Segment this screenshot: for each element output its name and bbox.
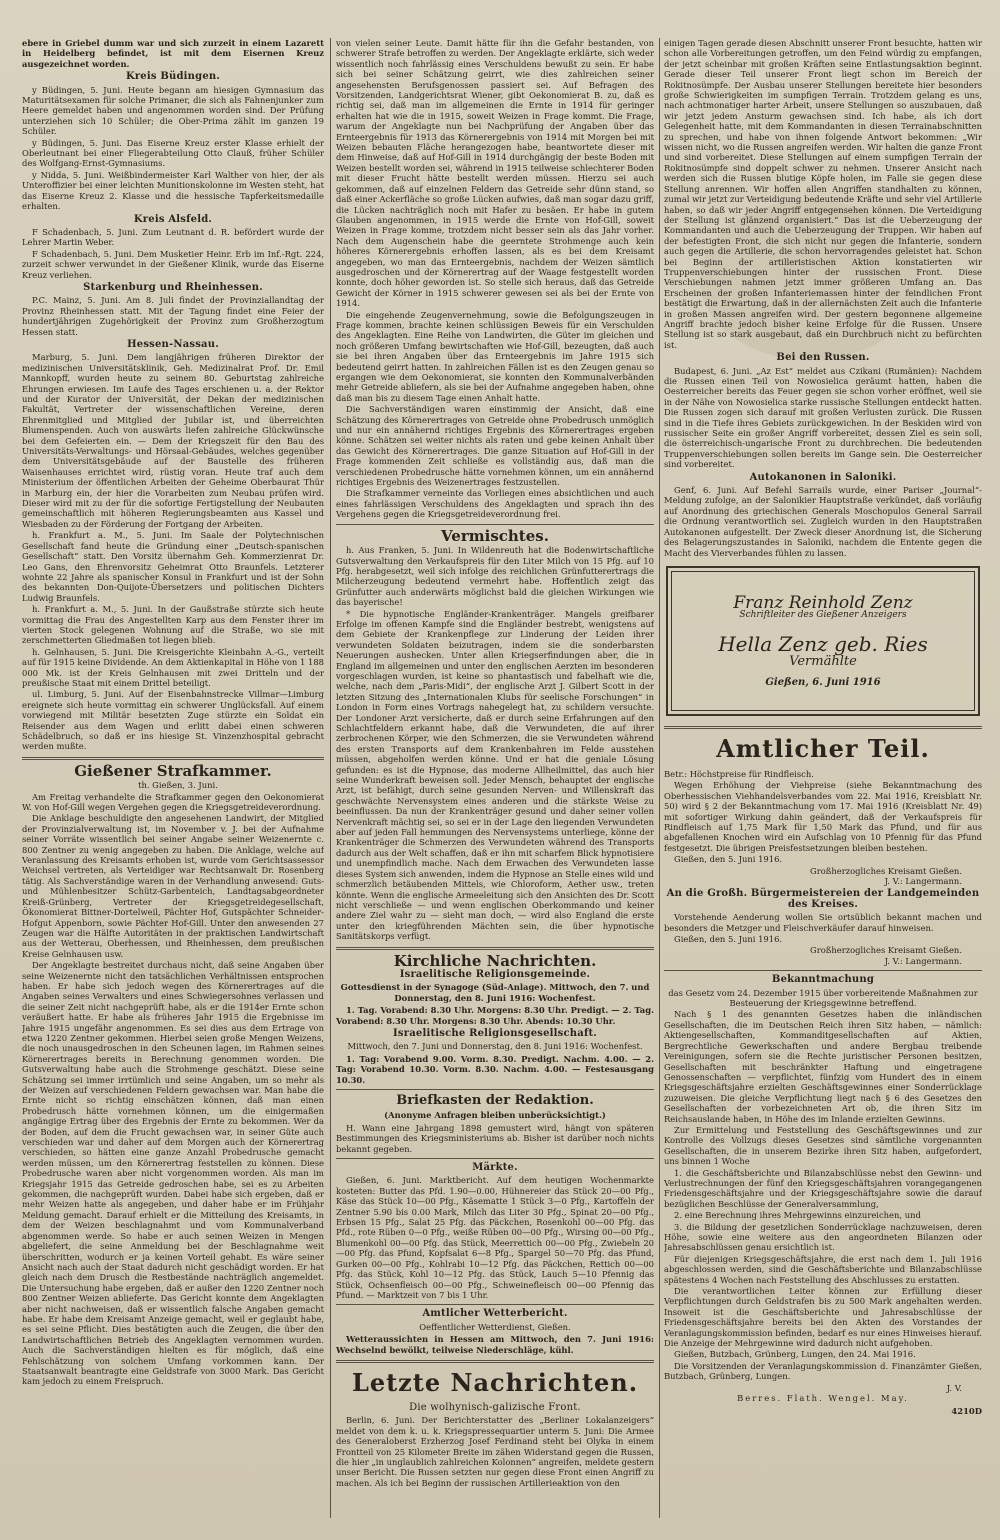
briefkasten-note: (Anonyme Anfragen bleiben unberücksichtigt.) [384, 1110, 606, 1121]
weather-subline: Oeffentlicher Wetterdienst, Gießen. [419, 1321, 571, 1332]
notice-date: Gießen, den 5. Juni 1916. [674, 854, 783, 865]
notice-subject: Betr.: Höchstpreise für Rindfleisch. [664, 768, 814, 779]
article-paragraph: Am Freitag verhandelte die Strafkammer gegen den Oekonomierat W. von Hof-Gill wegen Vergehen gegen die Kriegsgetreideverordnung. [22, 791, 324, 813]
section-divider [336, 1158, 654, 1159]
list-item: 1. die Geschäftsberichte und Bilanzabschlüsse nebst den Gewinn- und Verlustrechnungen der fünf den Kriegsgeschäftsjahren vorangegangenen Friedensgeschäftsjahre und der Kriegsgeschäftsjahre sowie die darauf bezüglichen Beschlüsse der Generalversammlung, [664, 1167, 982, 1209]
article-paragraph: Zur Ermittelung und Feststellung des Geschäftsgewinnes und zur Kontrolle des Vollzugs dieses Gesetzes sind sämtliche vorgenannten Gesellschaften, die in unserem Bezirke ihren Sitz haben, aufgefordert, uns binnen 1 Woche [664, 1124, 982, 1167]
heading-letzte-nachrichten: Letzte Nachrichten. [351, 1367, 639, 1397]
wedding-announcement-inner [671, 571, 975, 711]
heading-isr-gemeinde: Israelitische Religionsgemeinde. [399, 968, 591, 980]
list-item: 3. die Bildung der gesetzlichen Sonderrücklage nachzuweisen, deren Höhe, sowie eine weitere aus den angeordneten Bilanzen oder Jahresabschlüssen genau ersichtlich ist. [664, 1221, 982, 1253]
weather-report: Wetteraussichten in Hessen am Mittwoch, den 7. Juni 1916: Wechselnd bewölkt, teilweise Niederschläge, kühl. [336, 1334, 654, 1355]
heading-kreis-alsfeld: Kreis Alsfeld. [133, 213, 213, 225]
heading-autokanonen: Autokanonen in Saloniki. [749, 471, 897, 483]
article-paragraph: ul. Limburg, 5. Juni. Auf der Eisenbahnstrecke Villmar—Limburg ereignete sich heute vormittag ein schwerer Unglücksfall. Auf einem vorwiegend mit Militär besetzten Zuge stürzte ein Soldat ein Reisender aus dem Wagen und erlitt dabei einen schweren Schädelbruch, so daß er ins hiesige St. Vinzenzhospital gebracht werden mußte. [22, 689, 324, 752]
groom-title: Schriftleiter des Gießener Anzeigers [739, 610, 907, 621]
article-paragraph: Die Sachverständigen waren einstimmig der Ansicht, daß eine Schätzung des Körnerertrages von Getreide ohne Probedrusch unmöglich und nur ein annähernd richtiges Ergebnis des Körnerertrages ergeben könne. Schätzen sei weiter nichts als raten und gebe keinen Anhalt über das Gewicht des Körnerertrages. Die ganze Situation auf Hof-Gill in der Frage kommenden Zeit schließe es vollständig aus, daß man die verschiedenen Probedrusche hätte vornehmen können, um ein annähernd richtiges Ergebnis des Weizenertrages festzustellen. [336, 404, 654, 488]
section-divider [664, 970, 982, 971]
article-paragraph: Budapest, 6. Juni. „Az Est“ meldet aus Czikani (Rumänien): Nachdem die Russen einen Teil von Nowosielica geräumt hatten, haben die Oesterreicher bereits das Feuer gegen sie schon vorher eröffnet, weil sie in der Nähe von Nowosielica starke russische Stellungen entdeckt hatten. Die Russen zogen sich darauf mit großen Verlusten zurück. Die Russen sind in die Tiefe ihres Gebiets zurückgewichen. In der Beskiden wird von russischer Seite ein großer Angriff vorbereitet, dessen Ziel es sein soll, die österreichisch-ungarische Front zu durchbrechen. Die bedeutenden Truppenverschiebungen sollen bereits im Gange sein. Die Oesterreicher sind vorbereitet. [664, 365, 982, 470]
article-paragraph: H. Wann eine Jahrgang 1898 gemustert wird, hängt von späteren Bestimmungen des Kriegsministeriums ab. Bisher ist darüber noch nichts bekannt gegeben. [336, 1122, 654, 1154]
article-paragraph: Der Angeklagte bestreitet durchaus nicht, daß seine Angaben über seine Weizenernte nicht den tatsächlichen Verhältnissen entsprochen haben. Er habe sich jedoch wegen des Körnerertrages auf die Angaben seines Verwalters und eines Schwiegersohnes verlassen und die seiner Zeit nicht nachgeprüft habe, als er die 1914er Ernte schon veräußert hatte. Er habe als früheres Jahr 1915 die Ergebnisse im Jahre 1915 ungefähr angenommen. Es sei dies aus dem Ertrage von etwa 1220 Zentner gekommen. Hierbei seien große Mengen Weizens, die noch unausgedroschen in den Scheunen lagen, im Rahmen seines Körnerertrages bereits in Berechnung genommen worden. Die Gutsverwaltung habe auch die Strohmenge geschätzt. Diese seine Schätzung sei immer irrtümlich und seine Angaben, um so mehr als der Weizen auf verschiedenen Feldern gewachsen war. Man habe die Ernte nicht so richtig einschätzen können, daß man einen Probedrusch hätte vornehmen können, um die einigermaßen angängige Ertrag über des Ergebnis der Ernte zu bekommen. Wer da der Boden, auf dem die Frucht gewachsen war, in seiner Güte auch verschieden war und daher auf dem Morgen auch der Körnerertrag verschieden, so hätten eine ganze Anzahl Probedrusche gemacht werden müssen, um den Körnerertrag feststellen zu können. Diese Probedrusche waren aber nicht vorgenommen worden. Als man im Kriegsjahr 1915 das Getreide gedroschen habe, sei es zu Arbeiten gekommen, die nachgeprüft wurden. Dabei habe sich ergeben, daß er mehr Weizen hatte als angegeben, und daher habe er im Frühjahr Meldung gemacht. Darauf erhielt er die Mitteilung des Kreisamts, in dem der Weizen beschlagnahmt und vom Kommunalverband abgenommen werde. So habe er auch seinen Weizen in Mengen abgeliefert, die seine Anmeldung bei der Beschlagnahme weit überschritten, wodurch er ja keinen Vorteil gehabt. Es wäre seiner Ansicht nach auch der Staat dadurch nicht geschädigt worden. Er hat gleich nach dem Drusch die Restbestände nachträglich angemeldet. Die Untersuchung habe ergeben, daß er außer den 1220 Zentner noch 800 Zentner Weizen ablieferte. Das Gericht konnte dem Angeklagten aber nicht nachweisen, daß er wissentlich falsche Angaben gemacht habe. Er habe dem Kreisamt Anzeige gemacht, weil er geglaubt habe, es sei seine Pflicht. Dies bestätigten auch die Zeugen, die über den Landwirtschaftlichen Betrieb des Angeklagten vernommen wurden. Auch die Sachverständigen hielten es für möglich, daß eine Fehlschätzung von solchem Umfang vorkommen kann. Der Staatsanwalt beantragte eine Geldstrafe von 3000 Mark. Das Gericht kam jedoch zu einem Freispruch. [22, 960, 324, 1387]
section-divider [22, 757, 324, 760]
article-paragraph: Vorstehende Aenderung wollen Sie ortsüblich bekannt machen und besonders die Metzger und Fleischverkäufer darauf hinweisen. [664, 912, 982, 933]
article-paragraph: F Schadenbach, 5. Juni. Dem Musketier Heinr. Erb im Inf.-Rgt. 224, zurzeit schwer verwundet in der Gießener Klinik, wurde das Eiserne Kreuz verliehen. [22, 248, 324, 280]
heading-wetterbericht: Amtlicher Wetterbericht. [422, 1308, 568, 1320]
article-paragraph: Die eingehende Zeugenvernehmung, sowie die Befolgungszeugen in Frage kommen, brachte keinen schlüssigen Beweis für ein Verschulden des Angeklagten. Eine Reihe von Landwirten, die Güter im gleichen und noch größeren Umfang bewirtschaften wie Hof-Gill, bezeugten, daß auch sie bei ihren Angaben über das Ernteergebnis im Jahre 1915 sich bedeutend geirrt hatten. In zahlreichen Fällen ist es den Zeugen genau so ergangen wie dem Oekonomierat, sie konnten den Kommunalverbänden mehr Getreide abliefern, als sie bei der Aufnahme angegeben haben, ohne daß man bis zu diesem Tage einen Anhalt hatte. [336, 309, 654, 403]
notice-subject: das Gesetz vom 24. Dezember 1915 über vorbereitende Maßnahmen zur Besteuerung der Kriegsgewinne betreffend. [668, 987, 978, 1009]
service-times: 1. Tag: Vorabend 9.00. Vorm. 8.30. Predigt. Nachm. 4.00. — 2. Tag: Vorabend 10.30. Vorm. 8.30. Nachm. 4.00. — Festesausgang 10.30. [336, 1053, 654, 1085]
service-subline: Gottesdienst in der Synagoge (Süd-Anlage). Mittwoch, den 7. und Donnerstag, den 8. Juni 1916: Wochenfest. [340, 982, 650, 1003]
notice-authority: Großherzogliches Kreisamt Gießen. [810, 945, 962, 956]
article-paragraph: Berlin, 6. Juni. Der Berichterstatter des „Berliner Lokalanzeigers“ meldet von dem k. u. k. Kriegspressequartier unterm 5. Juni: Die Armee des Generaloberst Erzherzog Josef Ferdinand steht bei Olyka in einem Frontteil von 25 Kilometer Breite im zähen Widerstand gegen die Russen, die hier „in unglaublich zahlreichen Kolonnen“ angreifen, meldete gestern unser Bericht. Die Russen setzten nur gegen diese Front einen Angriff zu machen. Als ich bei Beginn der russischen Artillerieaktion von den [336, 1415, 654, 1488]
notice-authority: Die Vorsitzenden der Veranlagungskommission d. Finanzämter Gießen, Butzbach, Grünberg, Lungen. [664, 1360, 982, 1382]
notice-signatories: Berres. Flath. Wengel. May. [737, 1393, 909, 1404]
heading-starkenburg: Starkenburg und Rheinhessen. [83, 281, 263, 293]
section-divider [336, 947, 654, 950]
bride-name: Hella Zenz geb. Ries [718, 631, 928, 656]
heading-amtlicher-teil: Amtlicher Teil. [716, 733, 930, 763]
heading-kreis-buedingen: Kreis Büdingen. [125, 71, 221, 83]
notice-signature: J. V.: Langermann. [884, 955, 962, 966]
article-paragraph: y Büdingen, 5. Juni. Das Eiserne Kreuz erster Klasse erhielt der Oberleutnant bei einer Fliegerabteilung Otto Clauß, früher Schüler des Wolfgang-Ernst-Gymnasiums. [22, 137, 324, 169]
groom-name: Franz Reinhold Zenz [733, 592, 913, 613]
article-paragraph: einigen Tagen gerade diesen Abschnitt unserer Front besuchte, hatten wir schon alle Vorbereitungen getroffen, um den Feind würdig zu empfangen, der jetzt scheinbar mit großen Kräften seine Entlastungsaktion beginnt. Gerade dieser Teil unserer Front liegt schon im Bereich der Rokitnosümpfe. Der Ausbau unserer Stellungen bereitete hier besonders große Schwierigkeiten im sumpfigen Terrain. Trotzdem gelang es uns, nach achtmonatiger harter Arbeit, unsere Stellungen so auszubauen, daß wir jetzt jedem Ansturm gewachsen sind. Ich habe, als ich dort Gelegenheit hatte, mit dem Kommandanten in diesen Terrainabschnitten zu sprechen, und habe von ihnen folgende Antwort bekommen: „Wir wissen nicht, wo die Russen angreifen werden. Wir halten die ganze Front und sind vorbereitet. Diese Stellungen auf einem sumpfigen Terrain der Rokitnosümpfe sind doppelt schwer zu nehmen. Unserer Ansicht nach werden sich die Russen blutige Köpfe holen, im Falle sie gegen diese Stellung anrennen. Wir hoffen allen Angriffen standhalten zu können, zumal wir jetzt zur Verteidigung bedeutende Kräfte und sehr viel Artillerie haben, so daß wir jeder Angriff entgegensehen können. Die Verteidigung der Stellung ist glänzend organisiert.“ Das ist die Ueberzeugung der Kommandanten und auch die Ueberzeugung der Truppen. Wir haben auf der befestigten Front, die sich nicht nur gegen die Infanterie, sondern auch gegen die Artillerie, die schon hervorragendes geleistet hat. Schon bei Beginn der artilleristischen Aktion konstatierten wir Truppenverschiebungen hinter der russischen Front. Diese Verschiebungen nahmen jetzt immer größeren Umfang an. Das Erscheinen der großen Infanteriemassen hinter der feindlichen Front bestätigt die Erwartung, daß in der allernächsten Zeit auch die Infanterie in großen Massen angreifen wird. Der gestern begonnene allgemeine Angriff brachte jedoch bisher keine Erfolge für die Russen. Unsere Stellung ist so stark ausgebaut, daß ein Durchbruch nicht zu befürchten ist. [664, 38, 982, 350]
notice-authority: Großherzogliches Kreisamt Gießen. [810, 865, 962, 876]
notice-date: Gießen, den 5. Juni 1916. [674, 934, 783, 945]
market-report: Gießen, 6. Juni. Marktbericht. Auf dem heutigen Wochenmarkte kosteten: Butter das Pfd. 1.90—0.00, Hühnereier das Stück 20—00 Pfg., Käse das Stück 10—00 Pfg., Käsematte 1 Stück 3—0 Pfg., Kartoffeln der Zentner 5.90 bis 0.00 Mark, Milch das Liter 30 Pfg., Spinat 20—00 Pfg., Erbsen 15 Pfg., Salat 25 Pfg. das Päckchen, Rosenkohl 00—00 Pfg. das Pfd., rote Rüben 0—0 Pfg., weiße Rüben 00—00 Pfg., Wirsing 00—00 Pfg., Blumenkohl 00—00 Pfg. das Stück, Meerrettich 00—00 Pfg., Zwiebeln 20—00 Pfg. das Pfund, Kopfsalat 6—8 Pfg., Spargel 50—70 Pfg. das Pfund, Gurken 00—00 Pfg., Kohlrabi 10—12 Pfg. das Päckchen, Rettich 00—00 Pfg. das Stück, Kohl 10—12 Pfg. das Stück, Lauch 5—10 Pfennig das Stück, Ochsenfleisch 00—00 Pfg., Schweinefleisch 00—00 Pfennig das Pfund. — Marktzeit von 7 bis 1 Uhr. [336, 1175, 654, 1300]
wedding-announcement [666, 566, 980, 716]
section-divider [336, 1360, 654, 1363]
article-paragraph: P.C. Mainz, 5. Juni. Am 8. Juli findet der Provinziallandtag der Provinz Rheinhessen statt. Mit der Tagung findet eine Feier der hundertjährigen Zugehörigkeit der Provinz zum Großherzogtum Hessen statt. [22, 295, 324, 337]
section-divider [336, 524, 654, 525]
article-paragraph: Die Anklage beschuldigte den angesehenen Landwirt, der Mitglied der Provinzialverwaltung ist, im November v. J. bei der Aufnahme seiner Vorräte wissentlich bei seiner Angabe seiner Weizenernte c. 800 Zentner zu wenig angegeben zu haben. Die Anklage, welche auf Veranlassung des Kreisamts erhoben ist, wurde vom Gerichtsassessor Weichsel vertreten, als Verteidiger war Rechtsanwalt Dr. Rosenberg tätig. Als Sachverständige waren in der Verhandlung anwesend: Guts- und Mühlenbesitzer Schütz-Garbenteich, Landtagsabgeordneter Kreiß-Grünberg, Vertreter der Kriegsgetreidegesellschaft, Ökonomierat Bittner-Dortelweil, Pächter Hof, Gutspächter Schneider-Hofgut Appenborn, sowie Pächter Hof-Gill. Unter den anwesenden 27 Zeugen war die Hälfte Autoritäten in der praktischen Landwirtschaft aus der Wetterau, Oberhessen, und Rheinhessen, dem preußischen Kreise Gelnhausen usw. [22, 813, 324, 959]
column-rule [330, 38, 331, 1518]
heading-hessen-nassau: Hessen-Nassau. [127, 338, 219, 350]
heading-maerkte: Märkte. [472, 1162, 518, 1174]
article-paragraph: Genf, 6. Juni. Auf Befehl Sarrails wurde, einer Pariser „Journal“-Meldung zufolge, an der Salonikier Hauptstraße verkündet, daß vorläufig auf Anordnung des griechischen Generals Moschopulos General Sarrail die Ordnung verantwortlich sei. Zugleich wurden in den Hauptstraßen Autokanonen aufgestellt. Der Zweck dieser Anordnung ist, die Sicherung des Belagerungszustandes in Saloniki, nachdem die Entente gegen die Macht des Vierverbandes fühlen zu lassen. [664, 485, 982, 558]
heading-front: Die wolhynisch-galizische Front. [409, 1401, 581, 1413]
article-paragraph: F Schadenbach, 5. Juni. Zum Leutnant d. R. befördert wurde der Lehrer Martin Weber. [22, 226, 324, 248]
article-paragraph: y Büdingen, 5. Juni. Heute begann am hiesigen Gymnasium das Maturitätsexamen für solche Primaner, die sich als Fahnenjunker zum Heere gemeldet haben und angenommen worden sind. Der Prüfung unterziehen sich 10 Schüler; die Ober-Prima zählt im ganzen 19 Schüler. [22, 84, 324, 137]
announcement-date: Gießen, 6. Juni 1916 [765, 676, 881, 688]
heading-buergermeistereien: An die Großh. Bürgermeistereien der Landgemeinden des Kreises. [666, 888, 980, 910]
column-rule [659, 38, 660, 1518]
column-3 [664, 38, 982, 1518]
article-paragraph: y Nidda, 5. Juni. Weißbindermeister Karl Walther von hier, der als Unteroffizier bei einer leichten Munitionskolonne im Westen steht, hat das Eiserne Kreuz 2. Klasse und die hessische Tapferkeitsmedaille erhalten. [22, 169, 324, 212]
article-paragraph: Nach § 1 des genannten Gesetzes haben die inländischen Gesellschaften, die im Deutschen Reich ihren Sitz haben, — nämlich: Aktiengesellschaften, Kommanditgesellschaften auf Aktien, Bergrechtliche Gewerkschaften und andere Bergbau treibende Vereinigungen, sofern sie die Rechte juristischer Personen besitzen, Gesellschaften mit beschränkter Haftung und eingetragene Genossenschaften — verpflichtet, fünfzig vom Hundert des in einem Kriegsgeschäftsjahre erzielten Geschäftsgewinnes einer Sonderrücklage zuzuweisen. Die gleiche Verpflichtung liegt nach § 6 des Gesetzes den Gesellschaften der vorbezeichneten Art ob, die ihren Sitz im Reichsauslande haben, in Höhe des im Inlande erzielten Gewinns. [664, 1009, 982, 1124]
column-2 [336, 38, 654, 1518]
notice-signature: J. V. [946, 1382, 962, 1393]
notice-signature: J. V.: Langermann. [884, 876, 962, 886]
heading-kirchliche: Kirchliche Nachrichten. [393, 951, 597, 970]
print-number: 4210D [951, 1405, 982, 1416]
article-paragraph: Wegen Erhöhung der Viehpreise (siehe Bekanntmachung des Oberhessischen Viehhandelsverbandes vom 22. Mai 1916, Kreisblatt Nr. 50) wird § 2 der Bekanntmachung vom 17. Mai 1916 (Kreisblatt Nr. 49) mit sofortiger Wirkung dahin geändert, daß der Verkaufspreis für Rindfleisch auf 1,75 Mark für 1,50 Mark das Pfund, und für aus abgefallenen Knochen wird ein Aufschlag von 10 Pfennig für das Pfund festgesetzt. Die übrigen Preisfestsetzungen bleiben bestehen. [664, 780, 982, 853]
section-divider [336, 1089, 654, 1090]
article-paragraph: h. Frankfurt a. M., 5. Juni. Im Saale der Polytechnischen Gesellschaft fand heute die Gründung einer „Deutsch-spanischen Gesellschaft“ statt. Den Vorsitz übernahm Geh. Kommerzienrat Dr. Leo Gans, den Ehrenvorsitz Geheimrat Otto Braunfels. Letzterer wohnte 22 Jahre als spanischer Konsul in Frankfurt und ist der Sohn des bekannten Don-Quijote-Übersetzers und politischen Dichters Ludwig Braunfels. [22, 530, 324, 603]
notice-date: Gießen, Butzbach, Grünberg, Lungen, den 24. Mai 1916. [674, 1349, 916, 1360]
article-paragraph: Die Strafkammer verneinte das Vorliegen eines absichtlichen und auch eines fahrlässigen Verschuldens des Angeklagten und sprach ihn des Vergehens gegen die Kriegsgetreideverordnung frei. [336, 488, 654, 520]
heading-strafkammer: Gießener Strafkammer. [74, 761, 272, 780]
article-paragraph: h. Frankfurt a. M., 5. Juni. In der Gaußstraße stürzte sich heute vormittag die Frau des Angestellten Karp aus dem Fenster ihrer im vierten Stock gelegenen Wohnung auf die Straße, wo sie mit zerschmetterten Gliedmaßen tot liegen blieb. [22, 604, 324, 646]
dateline: th. Gießen, 3. Juni. [138, 780, 218, 791]
article-paragraph: * Die hypnotische Engländer-Krankenträger. Mangels greifbarer Erfolge im offenen Kampfe sind die Engländer bestrebt, wenigstens auf dem Gebiete der Krankenpflege zur Linderung der Leiden ihrer verwundeten Soldaten beizutragen, indem sie die sonderbarsten Neuerungen aushecken. Unter allen Kriegserfindungen aber, die in England im allgemeinen und unter den englischen Aerzten im besonderen vorgeschlagen wurden, ist keine so phantastisch und fabelhaft wie die, welche, nach dem „Paris-Midi“, der englische Arzt J. Gilbert Scott in der letzten Sitzung des „Internationalen Klubs für seelische Forschungen“ in London in Form eines Vortrags nahegelegt hat, zu schildern versuchte. Der Londoner Arzt versicherte, daß er durch seine Erfahrungen auf den Schlachtfeldern erkannt habe, daß die Verwundeten, die auf ihrer zerbrochenen Körper, wie den Schmerzen, die sie Verwundeten während des ersten Transports auf dem Krankenbahren im Felde ausstehen müssen, abgeholfen werden könne. Und er hat die geniale Lösung gefunden: es ist die Hypnose, das moderne Allheilmittel, das auch hier seine Wunderkraft beweisen soll. Jeder Mensch, behauptet der englische Arzt, ist befähigt, durch seine gesunden Nerven- und Willenskraft das geschwächte Nervensystem eines anderen und die stärkste Weise zu beeinflussen. Da nun der Krankenträger gesund und daher seiner vollen Nervenkraft mächtig sei, so sei er in der Lage den liegenden Verwundeten aber auf jeden Fall hemmungen des Nervensystems unterliege, könne der Krankenträger die Schmerzen des Verwundeten während des Transports dadurch aus der Welt schaffen, daß er ihn mit scharfem Blick hypnotisiere und unempfindlich mache. Nach dem Erwachen des Verwundeten lasse dieses System sich anwenden, indem die Hypnose an Stelle eines wild und schmerzlich betäubenden Mittels, wie Chloroform, Aether usw., treten könnte. Wenn die englische Armeeleitung sich den Ansichten des Dr. Scott nicht verschließe — und wenn englischen Oberkommando und keiner andere Ziel wahr zu — sieht man doch, — wird also England die erste unter den kriegführenden Mächten sein, die über hypnotische Sanitätskorps verfügt. [336, 608, 654, 942]
heading-isr-gesellschaft: Israelitische Religionsgesellschaft. [393, 1027, 597, 1039]
column-1 [22, 38, 324, 1518]
heading-bei-den-russen: Bei den Russen. [776, 352, 870, 364]
service-times: 1. Tag. Vorabend: 8.30 Uhr. Morgens: 8.30 Uhr. Predigt. — 2. Tag. Vorabend: 8.30 Uhr. Morgens: 8.30 Uhr. Abends: 10.30 Uhr. [336, 1005, 654, 1026]
article-paragraph: Für diejenigen Kriegsgeschäftsjahre, die erst nach dem 1. Juli 1916 abgeschlossen werden, sind die Geschäftsberichte und Bilanzabschlüsse spätestens 4 Wochen nach Feststellung des Abschlusses zu erstatten. [664, 1253, 982, 1285]
heading-vermischtes: Vermischtes. [441, 526, 549, 545]
article-paragraph: h. Aus Franken, 5. Juni. In Wildenreuth hat die Bodenwirtschaftliche Gutsverwaltung den Verkaufspreis für den Liter Milch von 15 Pfg. auf 10 Pfg. herabgesetzt, weil sich infolge des reichlichen Grünfutterertrags die Milcherzeugung bedeutend vermehrt habe. Hoffentlich zeigt das Grünfutter auch anderwärts möglichst bald die gleichen Wirkungen wie das bayerische! [336, 545, 654, 608]
service-subline: Mittwoch, den 7. Juni und Donnerstag, den 8. Juni 1916: Wochenfest. [347, 1041, 643, 1052]
heading-bekanntmachung: Bekanntmachung [771, 974, 875, 986]
section-divider [664, 726, 982, 729]
married-label: Vermählte [789, 654, 857, 670]
section-divider [336, 1304, 654, 1305]
article-paragraph: von vielen seiner Leute. Damit hätte für ihn die Gefahr bestanden, von schwerer Strafe betroffen zu werden. Der Angeklagte erklärte, sich weder wissentlich noch fahrlässig eines Verschuldens bewußt zu sein. Er habe sich bei seiner Schätzung geirrt, wie dies zahlreichen seiner angesehensten Berufsgenossen passiert sei. Auf Befragen des Vorsitzenden, Landgerichtsrat Wiener, gibt Oekonomierat B. zu, daß es richtig sei, daß man im allgemeinen die Ernte in 1914 für geringer erhalten hat wie die in 1915, soweit Weizen in Frage kommt. Die Frage, warum der Angeklagte nun bei Nachprüfung der Angaben über das Ernteergebnis für 1913 das Körnerergebnis von 1914 mit Morgen bei mit Weizen bebauten Fläche herangezogen habe, beantwortete dieser mit dem Hinweise, daß auf Hof-Gill in 1914 durchgängig der beste Boden mit Weizen bestellt worden sei, während in 1915 teilweise schlechterer Boden mit dieser Frucht hätte bestellt werden müssen. Hierzu sei auch gekommen, daß auf einzelnen Feldern das Getreide sehr dünn stand, so daß einer Ackerfläche so große Lücken aufwies, daß man sogar dazu griff, die Lücken nachträglich noch mit Hafer zu besäen. Er habe in gutem Glauben angenommen, in 1915 werde die Ernte von Hof-Gill, soweit Weizen in Frage komme, trotzdem nicht besser sein als das Jahr vorher. Nach dem Augenschein habe die geerntete Strohmenge auch kein höheres Körnerergebnis erhoffen lassen, als es bei dem Kreisamt angegeben, wo man das Ernteergebnis, nachdem der Weizen sämtlich ausgedroschen und der Körnerertrag auf der Waage festgestellt worden konnte, doch höher geworden ist. So stelle sich heraus, daß das Getreide Gewicht der Körner in 1915 schwerer gewesen sei als bei der Ernte von 1914. [336, 38, 654, 309]
article-paragraph: Marburg, 5. Juni. Dem langjährigen früheren Direktor der medizinischen Universitätsklinik, Geh. Medizinalrat Prof. Dr. Emil Mannkopff, wurden heute zu seinem 80. Geburtstag zahlreiche Ehrungen erwiesen. Im Laufe des Tages erschienen u. a. der Rektor und der Kurator der Universität, der Dekan der medizinischen Fakultät, Vertreter der wissenschaftlichen Vereine, deren Ehrenmitglied und Mitglied der Jubilar ist, und überreichten Blumenspenden. Auch von auswärts liefen zahlreiche Glückwünsche bei dem Gefeierten ein. — Dem der Kriegszeit für den Bau des Universitäts-Verwaltungs- und Hörsaal-Gebäudes, welches gegenüber dem Universitätsgebäude auf der Baustelle des früheren Waisenhauses errichtet wird, rüstig voran. Heute traf auch dem Ministerium der öffentlichen Arbeiten der Geheime Oberbaurat Thür in Marburg ein, der hier die Vorarbeiten zum Neubau prüfen wird. Dieser wird mit zu der für die sofortige Fertigstellung der Neubauten gemeinschaftlich mit höheren Regierungsbeamten aus Kassel und Wiesbaden zu der Förderung der Fortgang der Arbeiten. [22, 352, 324, 529]
list-item: 2. eine Berechnung ihres Mehrgewinns einzureichen, und [674, 1210, 921, 1221]
article-paragraph: Die verantwortlichen Leiter können zur Erfüllung dieser Verpflichtungen durch Geldstrafen bis zu 500 Mark angehalten werden. Insoweit ist die Geschäftsberichte und Jahresabschlüsse der Friedensgeschäftsjahre bereits bei den Akten des Vorstandes der Veranlagungskommission befinden, bedarf es nur eines Hinweises hierauf. Die Anzeige der Mehrgewinne wird dadurch nicht aufgehoben. [664, 1286, 982, 1349]
article-paragraph: h. Gelnhausen, 5. Juni. Die Kreisgerichte Kleinbahn A.-G., verteilt auf für 1915 keine Dividende. An dem Aktienkapital in Höhe von 1 188 000 Mk. ist der Kreis Gelnhausen mit zwei Dritteln und der preußische Staat mit einem Drittel beteiligt. [22, 646, 324, 688]
intro-paragraph: ebere in Griebel dumm war und sich zurzeit in einem Lazarett in Heidelberg befindet, ist mit dem Eisernen Kreuz ausgezeichnet worden. [22, 38, 324, 69]
heading-briefkasten: Briefkasten der Redaktion. [396, 1093, 594, 1108]
